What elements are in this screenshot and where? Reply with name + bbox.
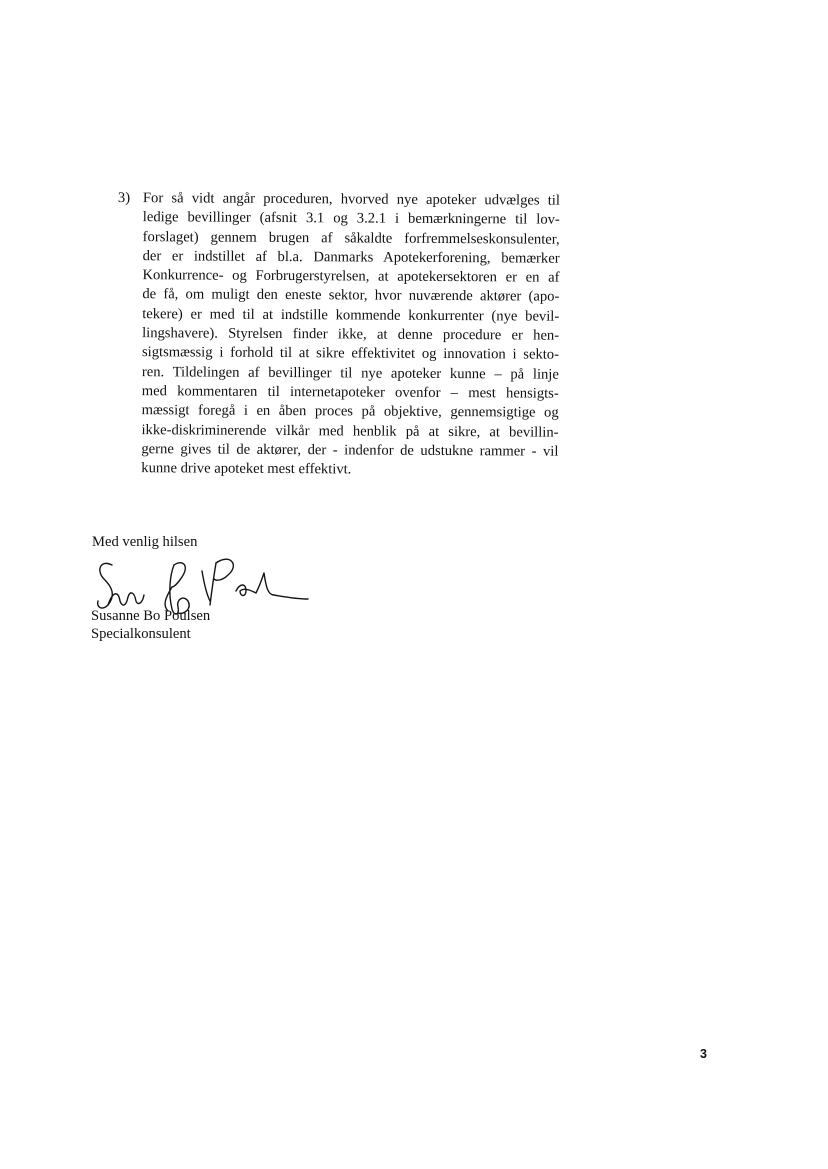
paragraph-line: Konkurrence- og Forbrugerstyrelsen, at apotekersektoren er en af (142, 267, 560, 286)
paragraph-line: de få, om muligt den eneste sektor, hvor nuværende aktører (apo- (142, 286, 560, 306)
closing-salutation: Med venlig hilsen (92, 534, 198, 550)
paragraph-line: mæssigt foregå i en åben proces på objektive, gennemsigtige og (141, 402, 559, 421)
paragraph-line: For så vidt angår proceduren, hvorved nye apoteker udvælges til (142, 190, 560, 209)
paragraph-line: forslaget) gennem brugen af såkaldte forfremmelseskonsulenter, (142, 228, 560, 248)
paragraph-line: ren. Tildelingen af bevillinger til nye apoteker kunne – på linje (141, 363, 559, 383)
signer-name: Susanne Bo Poulsen (91, 608, 211, 624)
paragraph-line: med kommentaren til internetapoteker ovenfor – mest hensigts- (141, 383, 559, 402)
paragraph-line: gerne gives til de aktører, der - indenfor de udstukne rammer - vil (141, 441, 559, 460)
paragraph-line: ikke-diskriminerende vilkår med henblik på at sikre, at bevillin- (141, 421, 559, 441)
numbered-paragraph (116, 189, 560, 481)
item-number: 3) (117, 189, 131, 207)
paragraph-line: ledige bevillinger (afsnit 3.1 og 3.2.1 i bemærkningerne til lov- (142, 209, 560, 228)
paragraph-line: lingshavere). Styrelsen finder ikke, at denne procedure er hen- (142, 325, 560, 344)
paragraph-line: kunne drive apoteket mest effektivt. (141, 460, 352, 478)
paragraph-line: sigtsmæssig i forhold til at sikre effektivitet og innovation i sekto- (141, 344, 560, 364)
paragraph-line: der er indstillet af bl.a. Danmarks Apotekerforening, bemærker (142, 248, 560, 267)
paragraph-line: tekere) er med til at indstille kommende konkurrenter (nye bevil- (142, 305, 560, 325)
page-number: 3 (700, 1047, 707, 1061)
paragraph-body (141, 189, 560, 481)
signer-title: Specialkonsulent (91, 626, 191, 642)
